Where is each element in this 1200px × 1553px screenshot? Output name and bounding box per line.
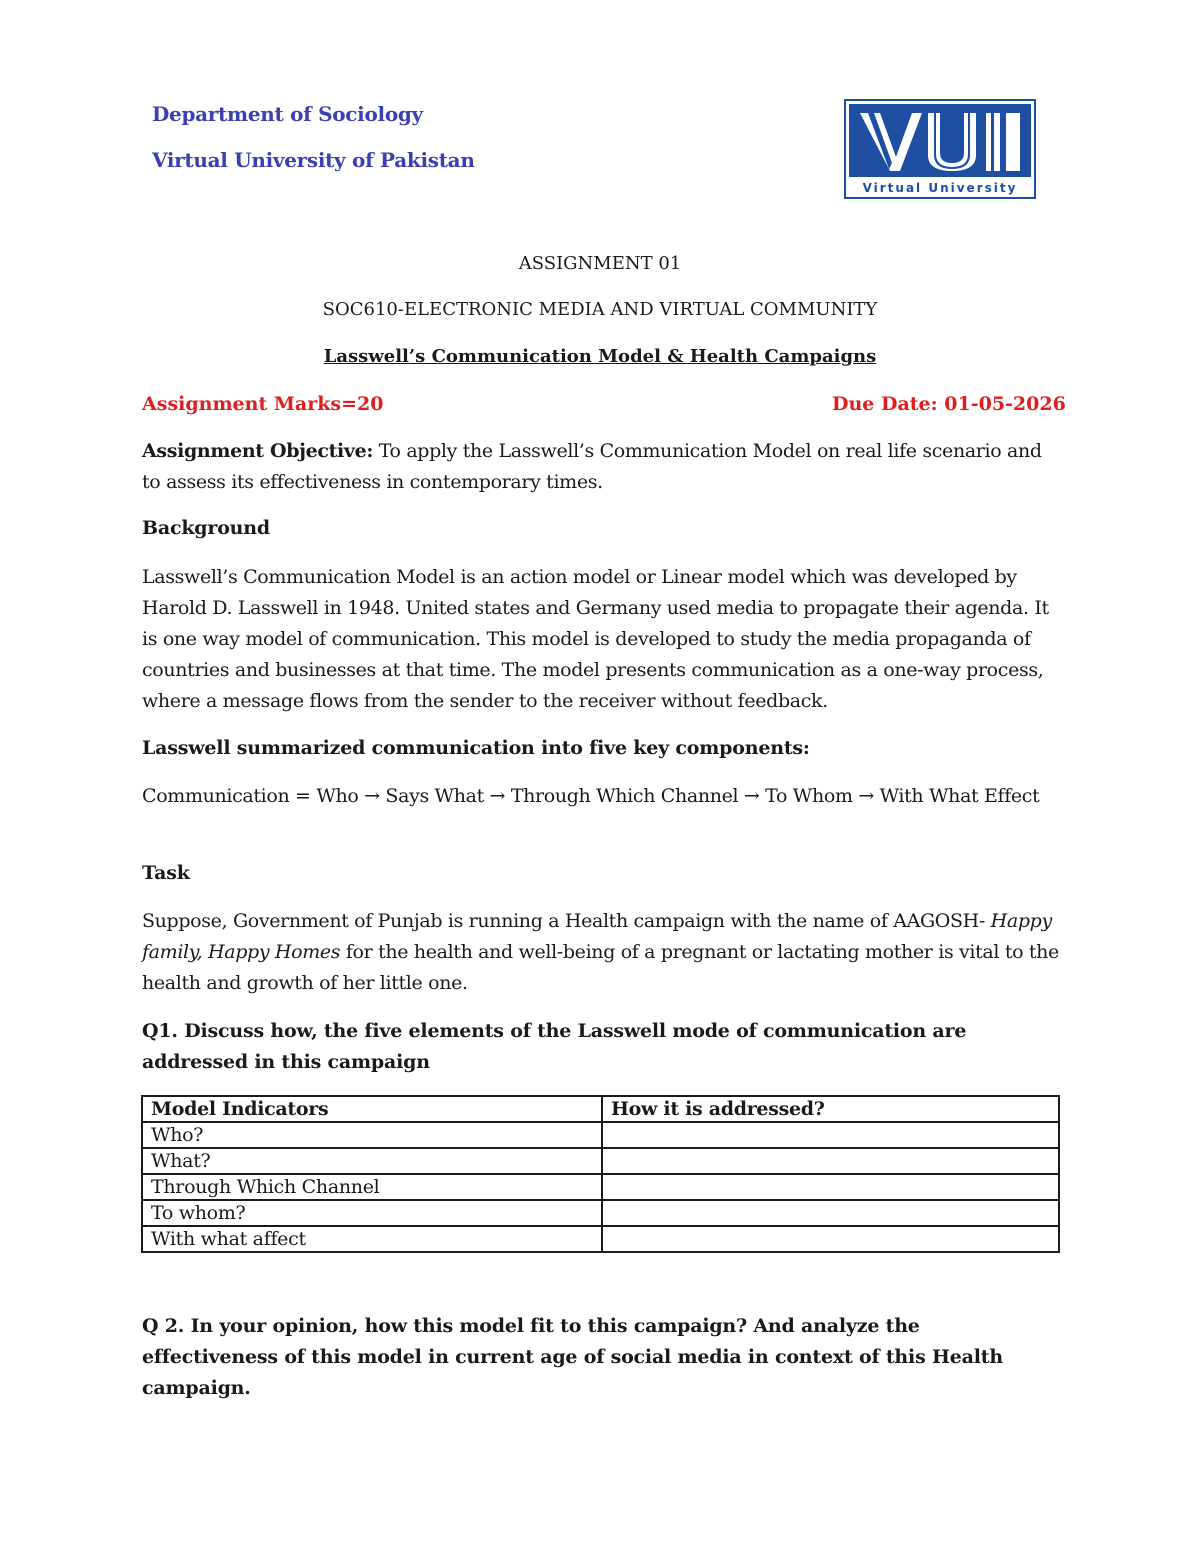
logo-caption: Virtual University bbox=[862, 181, 1018, 195]
task-text bbox=[142, 906, 1062, 999]
answer-cell bbox=[602, 1174, 1059, 1200]
task-text-after: for the health and well-being of a pregnant or lactating mother is vital to the health and growth of her little one. bbox=[142, 941, 1059, 994]
answer-cell bbox=[602, 1226, 1059, 1252]
components-heading: Lasswell summarized communication into five key components: bbox=[142, 737, 810, 759]
objective-label: Assignment Objective: bbox=[142, 440, 374, 462]
indicator-cell: What? bbox=[142, 1148, 602, 1174]
vu-logo bbox=[844, 99, 1036, 199]
department-name: Department of Sociology bbox=[152, 102, 423, 126]
answer-cell bbox=[602, 1200, 1059, 1226]
header-model-indicators: Model Indicators bbox=[142, 1096, 602, 1122]
table-row bbox=[142, 1174, 1059, 1200]
topic-title: Lasswell’s Communication Model & Health Campaigns bbox=[323, 346, 877, 367]
table-row bbox=[142, 1148, 1059, 1174]
question-2: Q 2. In your opinion, how this model fit to this campaign? And analyze the effectiveness of this model in current age of social media in context of this Health campaign. bbox=[142, 1315, 1003, 1399]
background-text: Lasswell’s Communication Model is an action model or Linear model which was developed by Harold D. Lasswell in 1948. United states and Germany used media to propagate their agenda. It is one way model of communication. This model is developed to study the media propaganda of countries and businesses at that time. The model presents communication as a one-way process, where a message flows from the sender to the receiver without feedback. bbox=[142, 566, 1049, 712]
assignment-title: ASSIGNMENT 01 bbox=[518, 253, 682, 274]
campaign-name: Happy family, Happy Homes bbox=[142, 910, 1052, 963]
question-1: Q1. Discuss how, the five elements of the Lasswell mode of communication are addressed in this campaign bbox=[142, 1020, 967, 1073]
answer-cell bbox=[602, 1122, 1059, 1148]
task-heading: Task bbox=[142, 862, 190, 884]
due-date: Due Date: 01-05-2026 bbox=[832, 393, 1066, 415]
indicator-cell: Through Which Channel bbox=[142, 1174, 602, 1200]
objective-text: To apply the Lasswell’s Communication Model on real life scenario and to assess its effectiveness in contemporary times. bbox=[142, 440, 1042, 493]
table-header-row bbox=[142, 1096, 1059, 1122]
table-row bbox=[142, 1122, 1059, 1148]
table-row bbox=[142, 1200, 1059, 1226]
assignment-marks: Assignment Marks=20 bbox=[142, 393, 384, 415]
task-text-before: Suppose, Government of Punjab is running a Health campaign with the name of AAGOSH- bbox=[142, 910, 991, 932]
model-indicators-table bbox=[141, 1095, 1060, 1253]
background-heading: Background bbox=[142, 517, 270, 539]
header-how-addressed: How it is addressed? bbox=[602, 1096, 1059, 1122]
components-formula: Communication = Who → Says What → Through Which Channel → To Whom → With What Effect bbox=[142, 785, 1040, 807]
course-title: SOC610-ELECTRONIC MEDIA AND VIRTUAL COMMUNITY bbox=[322, 299, 878, 320]
university-name: Virtual University of Pakistan bbox=[152, 148, 475, 172]
table-row bbox=[142, 1226, 1059, 1252]
indicator-cell: Who? bbox=[142, 1122, 602, 1148]
indicator-cell: With what affect bbox=[142, 1226, 602, 1252]
answer-cell bbox=[602, 1148, 1059, 1174]
indicator-cell: To whom? bbox=[142, 1200, 602, 1226]
assignment-objective bbox=[142, 436, 1062, 498]
